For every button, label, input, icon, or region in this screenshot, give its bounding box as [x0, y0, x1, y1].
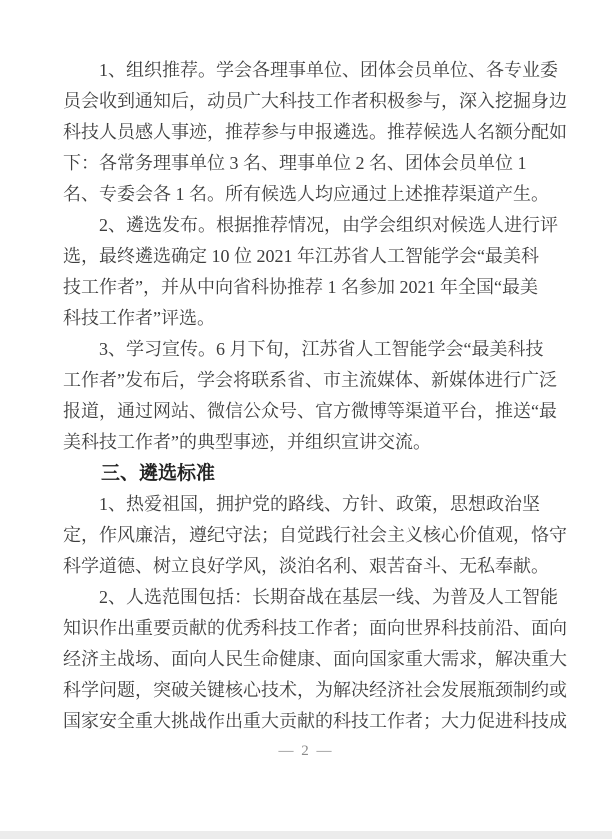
text-line: 报道，通过网站、微信公众号、官方微博等渠道平台，推送“最	[63, 401, 557, 421]
page-number: — 2 —	[278, 743, 334, 759]
text-line: 2、遴选发布。根据推荐情况，由学会组织对候选人进行评	[99, 215, 558, 235]
section-heading: 三、遴选标准	[101, 463, 216, 484]
text-line: 下：各常务理事单位 3 名、理事单位 2 名、团体会员单位 1	[63, 153, 527, 173]
text-line: 1、组织推荐。学会各理事单位、团体会员单位、各专业委	[99, 60, 558, 80]
text-line: 科技工作者”评选。	[63, 308, 215, 328]
text-line: 国家安全重大挑战作出重大贡献的科技工作者；大力促进科技成	[63, 711, 567, 731]
text-line: 1、热爱祖国，拥护党的路线、方针、政策，思想政治坚	[99, 494, 540, 514]
text-line: 经济主战场、面向人民生命健康、面向国家重大需求，解决重大	[63, 649, 567, 669]
text-line: 科学道德、树立良好学风，淡泊名利、艰苦奋斗、无私奉献。	[63, 556, 549, 576]
text-line: 技工作者”，并从中向省科协推荐 1 名参加 2021 年全国“最美	[63, 277, 538, 297]
text-line: 科学问题，突破关键核心技术，为解决经济社会发展瓶颈制约或	[63, 680, 567, 700]
text-line: 3、学习宣传。6 月下旬，江苏省人工智能学会“最美科技	[99, 339, 544, 359]
text-line: 美科技工作者”的典型事迹，并组织宣讲交流。	[63, 432, 431, 452]
text-line: 名、专委会各 1 名。所有候选人均应通过上述推荐渠道产生。	[63, 184, 549, 204]
text-line: 科技人员感人事迹，推荐参与申报遴选。推荐候选人名额分配如	[63, 122, 567, 142]
text-line: 工作者”发布后，学会将联系省、市主流媒体、新媒体进行广泛	[63, 370, 557, 390]
page-gap-divider	[0, 831, 612, 839]
text-line: 选，最终遴选确定 10 位 2021 年江苏省人工智能学会“最美科	[63, 246, 539, 266]
text-line: 知识作出重要贡献的优秀科技工作者；面向世界科技前沿、面向	[63, 618, 567, 638]
text-line: 2、人选范围包括：长期奋战在基层一线、为普及人工智能	[99, 587, 558, 607]
text-line: 员会收到通知后，动员广大科技工作者积极参与，深入挖掘身边	[63, 91, 567, 111]
text-line: 定，作风廉洁，遵纪守法；自觉践行社会主义核心价值观，恪守	[63, 525, 567, 545]
